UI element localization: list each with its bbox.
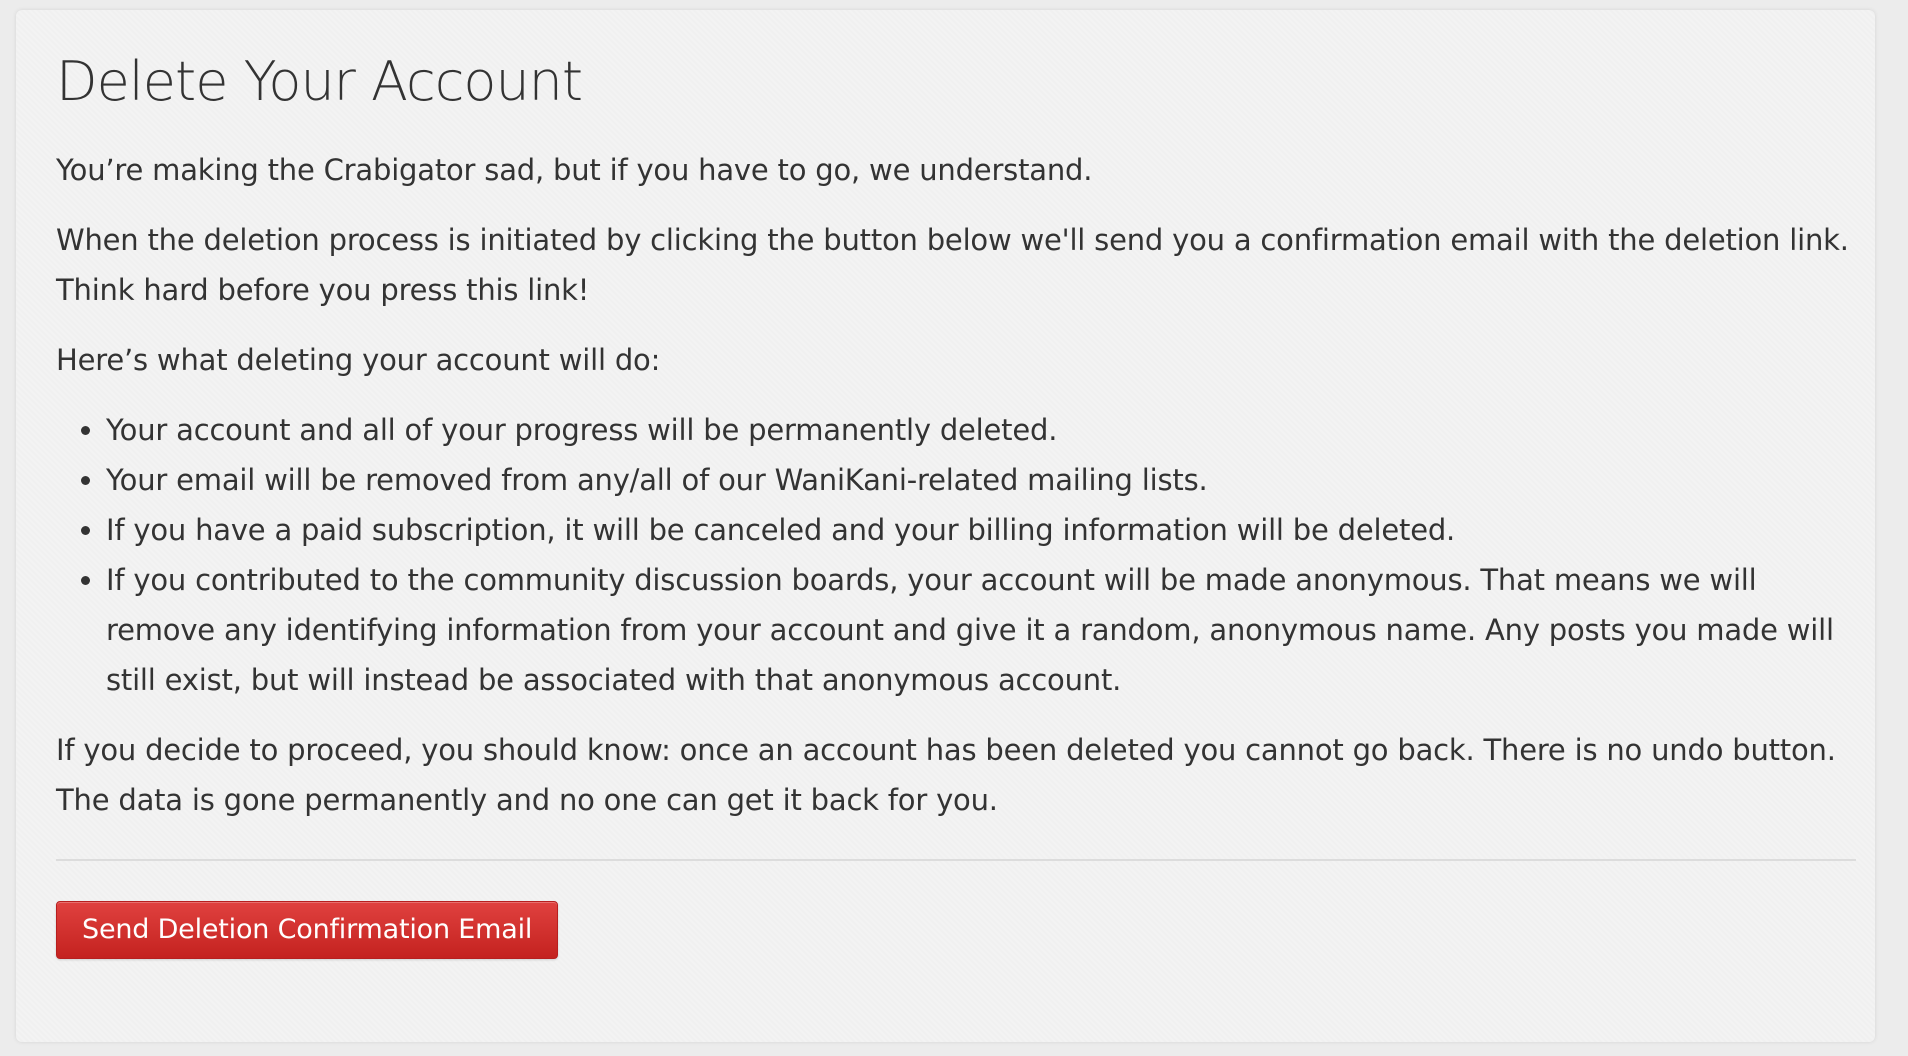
divider (56, 859, 1856, 861)
consequences-list (56, 405, 1856, 705)
list-item: • Your email will be removed from any/all of our WaniKani-related mailing lists. (106, 455, 1856, 505)
list-intro-text: Here’s what deleting your account will do: (56, 342, 661, 377)
delete-account-content (56, 50, 1856, 959)
list-item: • Your account and all of your progress will be permanently deleted. (106, 405, 1856, 455)
list-item: • If you contributed to the community discussion boards, your account will be made anonymous. That means we will remove any identifying information from your account and give it a random, anonymous name. Any posts you made will still exist, but will instead be associated with that anonymous account. (106, 555, 1856, 705)
delete-account-panel (16, 10, 1875, 1042)
process-text: When the deletion process is initiated by clicking the button below we'll send you a confirmation email with the deletion link. Think hard before you press this link! (56, 222, 1849, 307)
intro-text: You’re making the Crabigator sad, but if you have to go, we understand. (56, 152, 1093, 187)
send-deletion-confirmation-button[interactable]: Send Deletion Confirmation Email (56, 901, 558, 959)
page-title: Delete Your Account (56, 50, 583, 113)
list-item: • If you have a paid subscription, it will be canceled and your billing information will be deleted. (106, 505, 1856, 555)
warning-text: If you decide to proceed, you should know: once an account has been deleted you cannot go back. There is no undo button. The data is gone permanently and no one can get it back for you. (56, 732, 1836, 817)
